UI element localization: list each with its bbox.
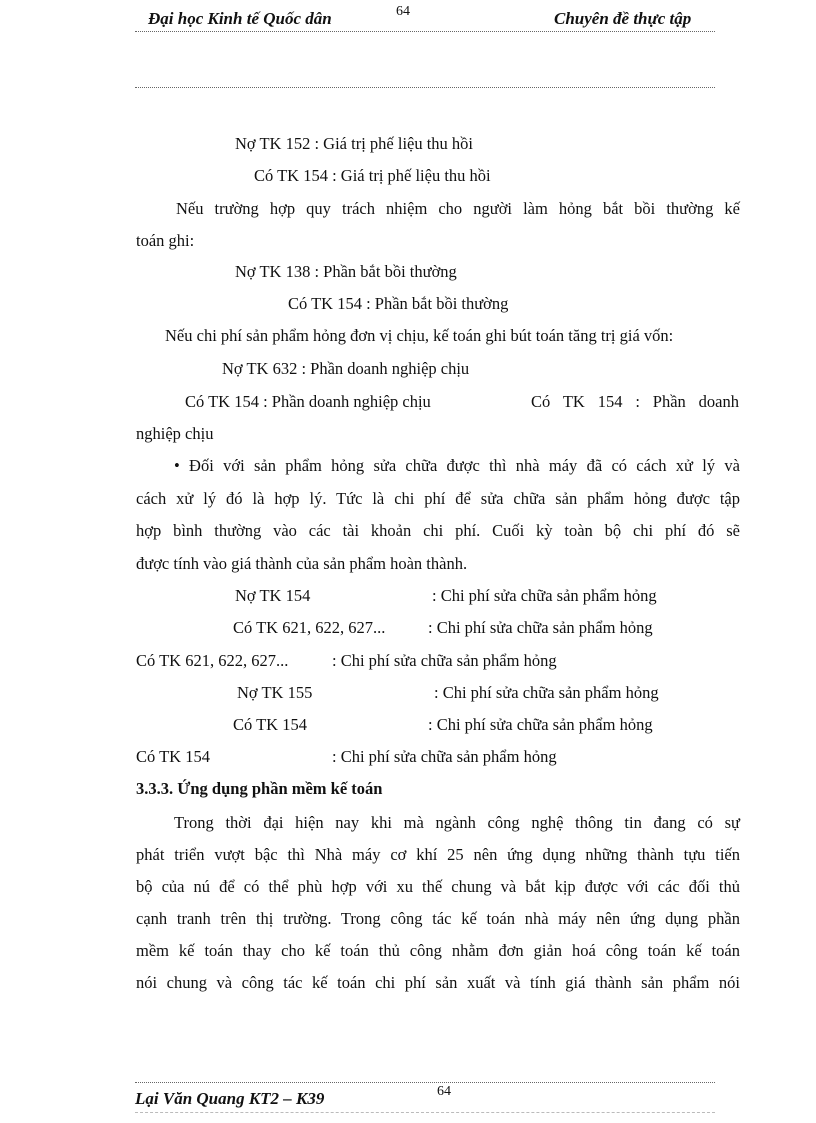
entry-description: : Chi phí sửa chữa sản phẩm hỏng <box>432 586 657 605</box>
entry-account: Có TK 154 <box>136 747 210 766</box>
entry-account: Nợ TK 154 <box>235 586 311 605</box>
header-left: Đại học Kinh tế Quốc dân <box>148 9 332 28</box>
entry-description: : Chi phí sửa chữa sản phẩm hỏng <box>332 747 557 766</box>
paragraph-line: bộ của nú để có thể phù hợp với xu thế chung và bắt kịp được với các đối thủ <box>136 877 740 896</box>
footer-rule <box>135 1082 715 1083</box>
entry-account: Có TK 154 <box>233 715 307 734</box>
paragraph-line: được tính vào giá thành của sản phẩm hoàn thành. <box>136 554 468 573</box>
bullet-paragraph-line: • Đối với sản phẩm hỏng sửa chữa được thì nhà máy đã có cách xử lý và <box>174 456 740 475</box>
entry-account: Nợ TK 155 <box>237 683 313 702</box>
journal-line: Nợ TK 138 : Phần bắt bồi thường <box>235 262 457 281</box>
footer-rule-lower <box>135 1112 715 1113</box>
paragraph-line: cạnh tranh trên thị trường. Trong công tác kế toán nhà máy nên ứng dụng phần <box>136 909 740 928</box>
entry-account: Có TK 621, 622, 627... <box>136 651 289 670</box>
journal-line: Có TK 154 : Phần doanh nghiệp chịu <box>185 392 431 411</box>
journal-line: Nợ TK 632 : Phần doanh nghiệp chịu <box>222 359 470 378</box>
header-page-number: 64 <box>396 4 410 19</box>
paragraph-line: mềm kế toán thay cho kế toán thủ công nhằm đơn giản hoá công toán kế toán <box>136 941 740 960</box>
paragraph-line: phát triển vượt bậc thì Nhà máy cơ khí 25 nên ứng dụng những thành tựu tiến <box>136 845 740 864</box>
entry-description: : Chi phí sửa chữa sản phẩm hỏng <box>434 683 659 702</box>
header-right: Chuyên đề thực tập <box>554 9 692 28</box>
paragraph-line: hợp bình thường vào các tài khoản chi phí. Cuối kỳ toàn bộ chi phí đó sẽ <box>136 521 740 540</box>
entry-account: Có TK 621, 622, 627... <box>233 618 386 637</box>
paragraph-line: nghiệp chịu <box>136 424 214 443</box>
journal-line: Có TK 154 : Giá trị phế liệu thu hồi <box>254 166 491 185</box>
entry-description: : Chi phí sửa chữa sản phẩm hỏng <box>428 618 653 637</box>
paragraph-line: Nếu trường hợp quy trách nhiệm cho người làm hỏng bắt bồi thường kế <box>176 199 740 218</box>
journal-line: Có TK 154 : Phần bắt bồi thường <box>288 294 509 313</box>
header-rule-lower <box>135 87 715 88</box>
paragraph-line: toán ghi: <box>136 231 195 250</box>
paragraph-line: cách xử lý đó là hợp lý. Tức là chi phí để sửa chữa sản phẩm hỏng được tập <box>136 489 740 508</box>
entry-description: : Chi phí sửa chữa sản phẩm hỏng <box>428 715 653 734</box>
paragraph-line: Trong thời đại hiện nay khi mà ngành công nghệ thông tin đang có sự <box>174 813 740 832</box>
journal-line: Nợ TK 152 : Giá trị phế liệu thu hồi <box>235 134 474 153</box>
footer-author: Lại Văn Quang KT2 – K39 <box>135 1089 325 1108</box>
paragraph-line: Nếu chi phí sản phẩm hỏng đơn vị chịu, kế toán ghi bút toán tăng trị giá vốn: <box>165 326 674 345</box>
header-rule <box>135 31 715 32</box>
journal-line: Có TK 154 : Phần doanh <box>531 392 739 411</box>
section-heading: 3.3.3. Ứng dụng phần mềm kế toán <box>136 779 383 798</box>
entry-description: : Chi phí sửa chữa sản phẩm hỏng <box>332 651 557 670</box>
paragraph-line: nói chung và công tác kế toán chi phí sản xuất và tính giá thành sản phẩm nói <box>136 973 740 992</box>
footer-page-number: 64 <box>437 1084 451 1099</box>
